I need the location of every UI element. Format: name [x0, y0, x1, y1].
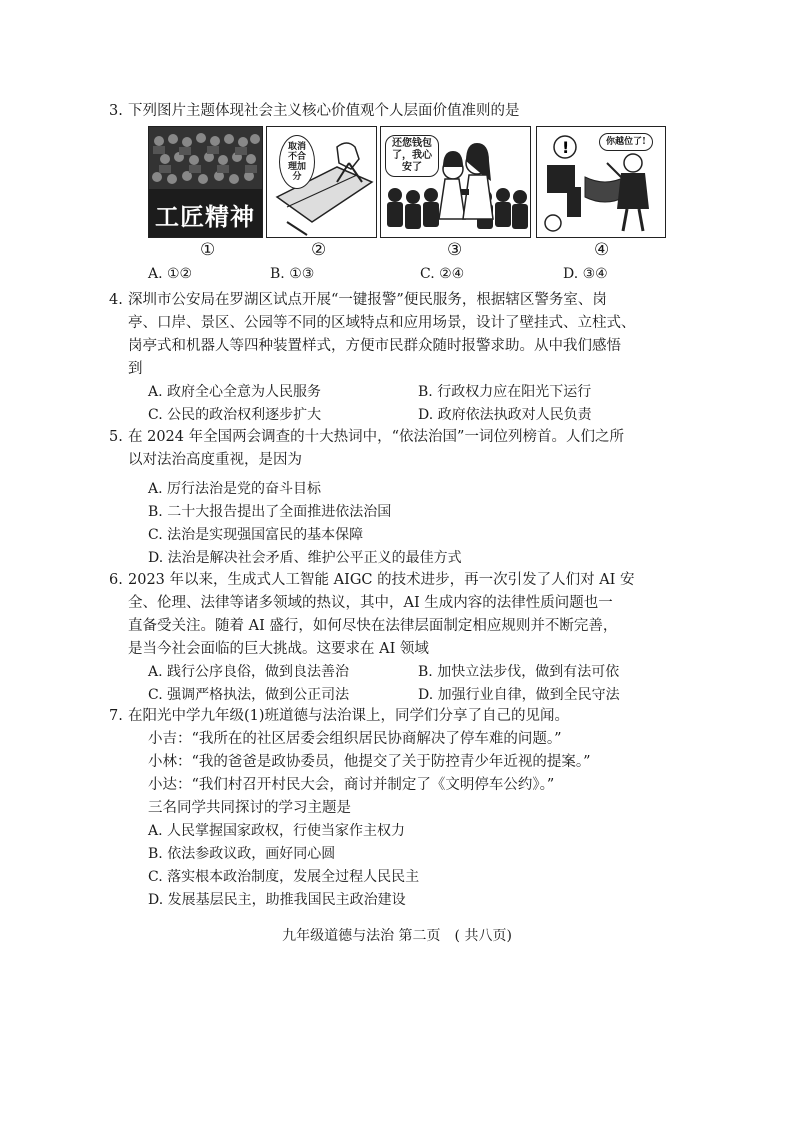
question-number: 7. [109, 708, 123, 724]
question-stem-line: 亭、口岸、景区、公园等不同的区域特点和应用场景，设计了壁挂式、立柱式、 [128, 315, 636, 331]
question-4 [109, 289, 636, 427]
cartoon-panel-3 [380, 126, 531, 238]
speech-bubble: 你越位了! [599, 133, 653, 151]
question-stem-line: 岗亭式和机器人等四种装置样式，方便市民群众随时报警求助。从中我们感悟 [128, 338, 621, 354]
panel-label-2: ② [311, 240, 327, 260]
option-d[interactable]: D. 政府依法执政对人民负责 [418, 407, 592, 423]
option-b[interactable]: B. 加快立法步伐，做到有法可依 [418, 664, 620, 680]
question-stem-line: 在 2024 年全国两会调查的十大热词中，“依法治国”一词位列榜首。人们之所 [128, 429, 624, 445]
option-a[interactable]: A. 践行公序良俗，做到良法善治 [148, 664, 350, 680]
question-stem-line: 直备受关注。随着 AI 盛行，如何尽快在法律层面制定相应规则并不断完善， [128, 618, 618, 634]
question-stem-line: 在阳光中学九年级(1)班道德与法治课上，同学们分享了自己的见闻。 [128, 708, 570, 724]
option-c[interactable]: C. 公民的政治权利逐步扩大 [148, 407, 322, 423]
student-quote: 小林：“我的爸爸是政协委员，他提交了关于防控青少年近视的提案。” [148, 754, 591, 770]
option-a[interactable]: A. 人民掌握国家政权，行使当家作主权力 [148, 823, 406, 839]
speech-bubble: 取消不合理加分 [279, 135, 315, 189]
question-stem: 下列图片主题体现社会主义核心价值观个人层面价值准则的是 [128, 103, 520, 119]
options-row [128, 404, 636, 427]
option-d[interactable]: D. 发展基层民主，助推我国民主政治建设 [148, 892, 406, 908]
question-stem-line: 深圳市公安局在罗湖区试点开展“一键报警”便民服务，根据辖区警务室、岗 [128, 292, 607, 308]
cartoon-panel-1 [148, 126, 263, 238]
option-d[interactable]: D. 法治是解决社会矛盾、维护公平正义的最佳方式 [148, 550, 462, 566]
question-stem-line: 到 [128, 361, 143, 377]
option-b[interactable]: B. ①③ [270, 266, 315, 282]
option-c[interactable]: C. 法治是实现强国富民的基本保障 [148, 527, 364, 543]
option-b[interactable]: B. 行政权力应在阳光下运行 [418, 384, 592, 400]
option-b[interactable]: B. 二十大报告提出了全面推进依法治国 [148, 504, 392, 520]
student-quote: 小达：“我们村召开村民大会，商讨并制定了《文明停车公约》。” [148, 777, 555, 793]
option-c[interactable]: C. 落实根本政治制度，发展全过程人民民主 [148, 869, 420, 885]
question-stem-line: 是当今社会面临的巨大挑战。这要求在 AI 领域 [128, 641, 429, 657]
svg-text:!: ! [562, 138, 570, 157]
panel-label-3: ③ [447, 240, 463, 260]
option-b[interactable]: B. 依法参政议政，画好同心圆 [148, 846, 336, 862]
panel-label-4: ④ [594, 240, 610, 260]
options-row [128, 661, 635, 684]
option-d[interactable]: D. ③④ [563, 266, 608, 282]
option-d[interactable]: D. 加强行业自律，做到全民守法 [418, 687, 620, 703]
question-number: 6. [109, 572, 123, 588]
options-row [128, 684, 635, 707]
option-a[interactable]: A. ①② [148, 266, 193, 282]
question-stem-line: 以对法治高度重视，是因为 [128, 452, 302, 468]
question-number: 5. [109, 429, 123, 445]
student-quote: 小吉：“我所在的社区居委会组织居民协商解决了停车难的问题。” [148, 731, 562, 747]
panel-label-1: ① [200, 240, 216, 260]
panel-caption: 工匠精神 [155, 202, 255, 231]
page-footer: 九年级道德与法治 第二页 ( 共八页) [282, 928, 512, 944]
question-stem-line: 2023 年以来，生成式人工智能 AIGC 的技术进步，再一次引发了人们对 AI 安 [128, 572, 635, 588]
cartoon-panel-4 [536, 126, 666, 238]
question-number: 4. [109, 292, 123, 308]
question-3 [109, 100, 520, 123]
question-stem-line: 三名同学共同探讨的学习主题是 [148, 800, 351, 816]
cartoon-panel-2 [266, 126, 377, 238]
option-a[interactable]: A. 厉行法治是党的奋斗目标 [148, 481, 322, 497]
question-number: 3. [109, 103, 123, 119]
speech-bubble: 还您钱包了，我心安了 [385, 135, 439, 177]
option-c[interactable]: C. ②④ [420, 266, 465, 282]
options-row [128, 381, 636, 404]
question-6 [109, 569, 635, 707]
question-stem-line: 全、伦理、法律等诸多领域的热议，其中，AI 生成内容的法律性质问题也一 [128, 595, 613, 611]
question-7 [109, 705, 591, 912]
option-c[interactable]: C. 强调严格执法，做到公正司法 [148, 687, 350, 703]
question-5 [109, 426, 624, 570]
option-a[interactable]: A. 政府全心全意为人民服务 [148, 384, 322, 400]
